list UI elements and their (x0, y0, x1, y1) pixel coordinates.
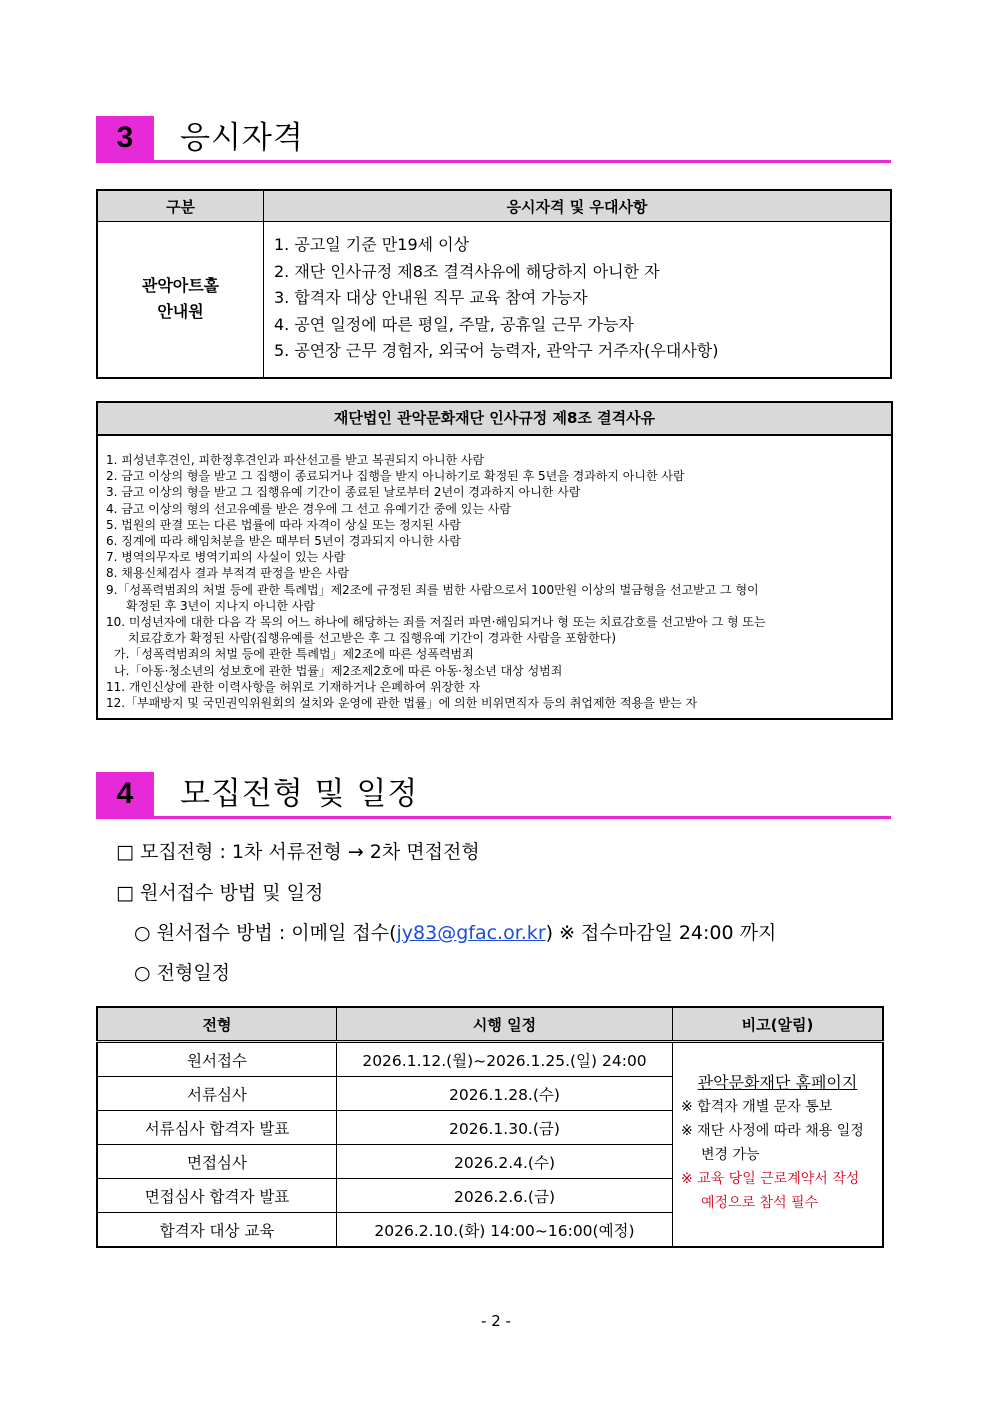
list-item: 나.「아동·청소년의 성보호에 관한 법률」제2조제2호에 따른 아동·청소년 대상 성범죄 (114, 663, 563, 678)
note-line: ※ 재단 사정에 따라 채용 일정 (681, 1123, 864, 1139)
list-item: 2. 재단 인사규정 제8조 결격사유에 해당하지 아니한 자 (274, 261, 660, 281)
stage-cell: 원서접수 (97, 1042, 337, 1077)
list-item: 10. 미성년자에 대한 다음 각 목의 어느 하나에 해당하는 죄를 저질러 파면·해임되거나 형 또는 치료감호를 선고받아 그 형 또는 (106, 615, 766, 630)
application-method-suffix: ) ※ 접수마감일 24:00 까지 (545, 922, 777, 944)
warning-note-line: ※ 교육 당일 근로계약서 작성 (681, 1171, 860, 1187)
list-item: 치료감호가 확정된 사람(집행유예를 선고받은 후 그 집행유예 기간이 경과한 사람을 포함한다) (128, 631, 617, 646)
list-item: 5. 법원의 판결 또는 다른 법률에 따라 자격이 상실 또는 정지된 사람 (106, 517, 461, 532)
date-cell: 2026.1.28.(수) (337, 1077, 673, 1111)
list-item: 1. 피성년후견인, 피한정후견인과 파산선고를 받고 복권되지 아니한 사람 (106, 453, 485, 467)
date-cell: 2026.2.10.(화) 14:00~16:00(예정) (337, 1213, 673, 1248)
application-method-heading: □ 원서접수 방법 및 일정 (116, 882, 324, 904)
list-item: 1. 공고일 기준 만19세 이상 (274, 235, 470, 254)
note-cell (673, 1042, 884, 1248)
recruitment-process-line: □ 모집전형 : 1차 서류전형 → 2차 면접전형 (116, 841, 480, 863)
application-method-prefix: ○ 원서접수 방법 : 이메일 접수( (134, 922, 397, 944)
stage-cell: 면접심사 합격자 발표 (97, 1179, 337, 1213)
application-method-line (134, 921, 776, 945)
list-item: 확정된 후 3년이 지나지 아니한 사람 (126, 598, 315, 613)
column-header-qualifications: 응시자격 및 우대사항 (264, 190, 892, 222)
section-title: 응시자격 (180, 120, 304, 156)
stage-cell: 서류심사 (97, 1077, 337, 1111)
section-4-heading (96, 772, 891, 819)
stage-cell: 서류심사 합격자 발표 (97, 1111, 337, 1145)
note-line: 변경 가능 (701, 1147, 760, 1163)
list-item: 2. 금고 이상의 형을 받고 그 집행이 종료되거나 집행을 받지 아니하기로 확정된 후 5년을 경과하지 아니한 사람 (106, 469, 685, 484)
section-number: 4 (96, 772, 154, 816)
date-cell: 2026.2.4.(수) (337, 1145, 673, 1179)
disqualification-title: 재단법인 관악문화재단 인사규정 제8조 결격사유 (98, 403, 891, 436)
page-number: - 2 - (481, 1312, 511, 1330)
column-header-category: 구분 (97, 190, 264, 222)
list-item: 4. 금고 이상의 형의 선고유예를 받은 경우에 그 선고 유예기간 중에 있는 사람 (106, 501, 511, 516)
date-cell: 2026.1.12.(월)~2026.1.25.(일) 24:00 (337, 1042, 673, 1077)
section-title: 모집전형 및 일정 (180, 776, 419, 812)
column-header-stage: 전형 (97, 1007, 337, 1042)
schedule-heading: ○ 전형일정 (134, 962, 231, 984)
note-line: ※ 합격자 개별 문자 통보 (681, 1099, 833, 1115)
table-row (97, 1042, 883, 1077)
section-number: 3 (96, 116, 154, 160)
stage-cell: 합격자 대상 교육 (97, 1213, 337, 1248)
disqualification-box (96, 401, 893, 720)
list-item: 3. 합격자 대상 안내원 직무 교육 참여 가능자 (274, 288, 588, 307)
list-item: 4. 공연 일정에 따른 평일, 주말, 공휴일 근무 가능자 (274, 314, 634, 334)
list-item: 11. 개인신상에 관한 이력사항을 허위로 기재하거나 은폐하여 위장한 자 (106, 679, 481, 694)
warning-note-line: 예정으로 참석 필수 (701, 1195, 819, 1211)
column-header-note: 비고(알림) (673, 1007, 884, 1042)
list-item: 가.「성폭력범죄의 처벌 등에 관한 특례법」제2조에 따른 성폭력범죄 (114, 647, 474, 662)
section-3-heading (96, 116, 891, 163)
homepage-note: 관악문화재단 홈페이지 (697, 1073, 858, 1092)
column-header-date: 시행 일정 (337, 1007, 673, 1042)
list-item: 7. 병역의무자로 병역기피의 사실이 있는 사람 (106, 550, 346, 565)
stage-cell: 면접심사 (97, 1145, 337, 1179)
list-item: 9.「성폭력범죄의 처벌 등에 관한 특례법」제2조에 규정된 죄를 범한 사람으로서 100만원 이상의 벌금형을 선고받고 그 형이 (106, 582, 759, 597)
role-cell (97, 222, 264, 378)
schedule-table (96, 1006, 884, 1248)
date-cell: 2026.2.6.(금) (337, 1179, 673, 1213)
role-name-line2: 안내원 (157, 302, 204, 322)
list-item: 12.「부패방지 및 국민권익위원회의 설치와 운영에 관한 법률」에 의한 비위면직자 등의 취업제한 적용을 받는 자 (106, 696, 698, 711)
qualification-items (264, 222, 892, 378)
date-cell: 2026.1.30.(금) (337, 1111, 673, 1145)
list-item: 8. 채용신체검사 결과 부적격 판정을 받은 사람 (106, 566, 349, 581)
list-item: 3. 금고 이상의 형을 받고 그 집행유예 기간이 종료된 날로부터 2년이 경과하지 아니한 사람 (106, 485, 581, 500)
email-link[interactable]: jy83@gfac.or.kr (396, 922, 546, 944)
disqualification-list (98, 436, 891, 711)
list-item: 6. 징계에 따라 해임처분을 받은 때부터 5년이 경과되지 아니한 사람 (106, 534, 461, 549)
list-item: 5. 공연장 근무 경험자, 외국어 능력자, 관악구 거주자(우대사항) (274, 341, 719, 360)
role-name-line1: 관악아트홀 (141, 276, 220, 296)
qualification-table (96, 189, 892, 379)
